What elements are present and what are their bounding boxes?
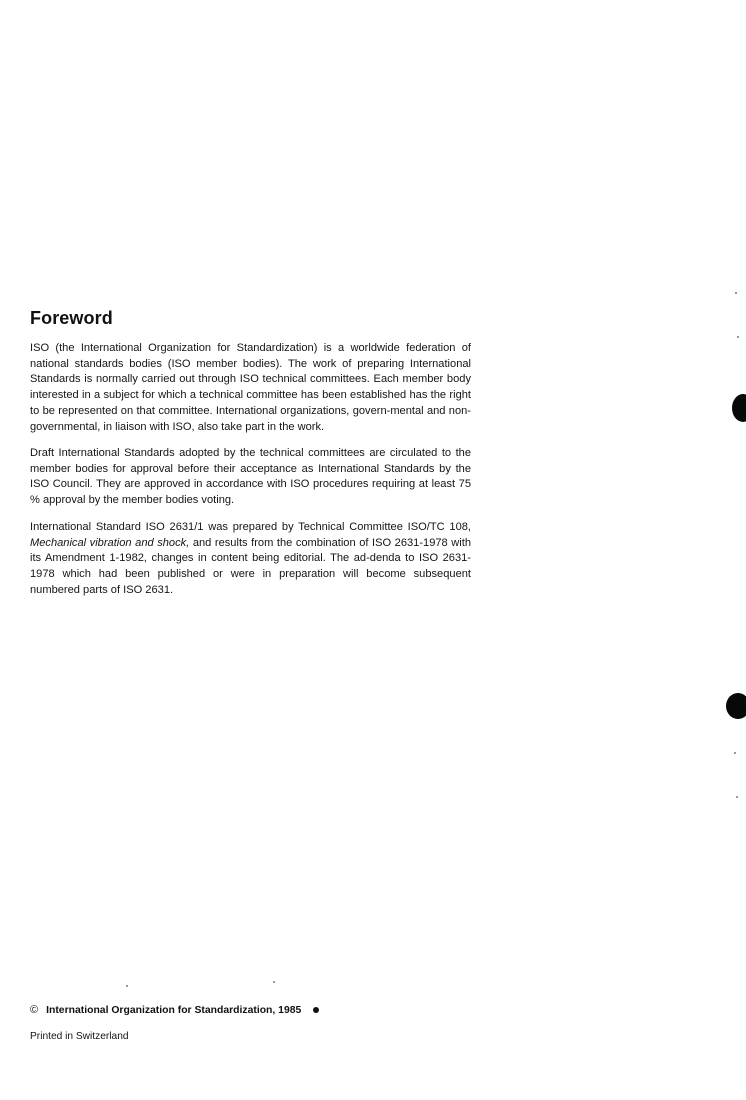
punch-hole-top [732,394,746,422]
copyright-line [30,1004,319,1016]
foreword-paragraph-2: Draft International Standards adopted by the technical committees are circulated to the member bodies for approval before their acceptance as International Standards by the ISO Council. They are approved in accordance with ISO procedures requiring at least 75 % approval by the member bodies voting. [30,447,471,507]
scan-speck [736,796,738,798]
scan-speck [273,981,275,983]
paragraph-3-text-end: and results from the combination of ISO 2631-1978 with its Amendment 1-1982, changes in content being editorial. The ad-denda to ISO 2631-1978 which had been published or were in preparation will become subsequent numbered parts of ISO 2631. [30,536,471,596]
bullet-dot-icon [313,1007,319,1013]
committee-title: Mechanical vibration and shock, [30,536,190,549]
printed-in-line: Printed in Switzerland [30,1031,129,1042]
copyright-icon: © [30,1004,39,1016]
paragraph-3-text-start: International Standard ISO 2631/1 was prepared by Technical Committee ISO/TC 108, [30,521,471,533]
foreword-paragraph-3 [30,520,471,599]
scan-speck [734,752,736,754]
foreword-paragraph-1: ISO (the International Organization for Standardization) is a worldwide federation of national standards bodies (ISO member bodies). The work of preparing International Standards is normally carried out through ISO technical committees. Each member body interested in a subject for which a technical committee has been established has the right to be represented on that committee. International organizations, govern-mental and non-governmental, in liaison with ISO, also take part in the work. [30,342,471,433]
punch-hole-bottom [726,693,746,719]
page-heading: Foreword [30,308,113,328]
scan-speck [126,985,128,987]
copyright-text: International Organization for Standardization, 1985 [46,1004,302,1016]
scan-speck [735,292,737,294]
scan-speck [737,336,739,338]
